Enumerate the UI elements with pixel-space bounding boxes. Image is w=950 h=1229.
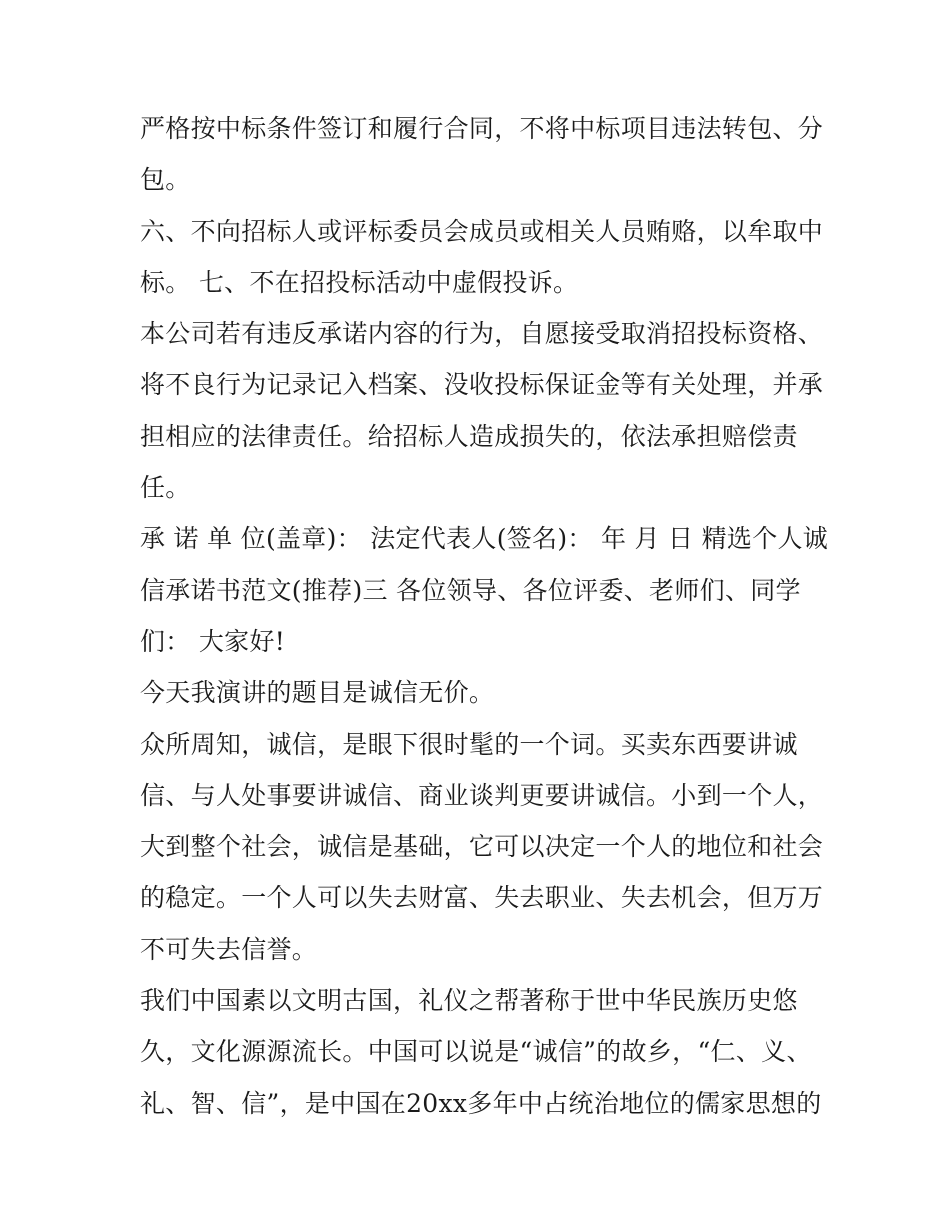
text-line: 六、不向招标人或评标委员会成员或相关人员贿赂，以牟取中 xyxy=(140,216,824,246)
body-text xyxy=(140,103,829,1129)
text-line: 本公司若有违反承诺内容的行为，自愿接受取消招投标资格、 xyxy=(140,319,824,349)
text-line: 众所周知，诚信，是眼下很时髦的一个词。买卖东西要讲诚 xyxy=(140,729,798,759)
text-line: 不可失去信誉。 xyxy=(140,934,318,964)
text-line: 任。 xyxy=(140,473,191,503)
text-line: 承 诺 单 位(盖章)： 法定代表人(签名)： 年 月 日 精选个人诚 xyxy=(140,524,829,554)
text-line: 的稳定。一个人可以失去财富、失去职业、失去机会，但万万 xyxy=(140,883,824,913)
text-line: 我们中国素以文明古国，礼仪之帮著称于世中华民族历史悠 xyxy=(140,986,798,1016)
text-line: 标。 七、不在招投标活动中虚假投诉。 xyxy=(140,267,579,297)
text-line: 信、与人处事要讲诚信、商业谈判更要讲诚信。小到一个人， xyxy=(140,780,824,810)
text-line: 信承诺书范文(推荐)三 各位领导、各位评委、老师们、同学 xyxy=(140,575,801,605)
text-line: 礼、智、信”，是中国在20xx多年中占统治地位的儒家思想的 xyxy=(140,1088,822,1118)
text-line: 担相应的法律责任。给招标人造成损失的，依法承担赔偿责 xyxy=(140,421,798,451)
text-line: 将不良行为记录记入档案、没收投标保证金等有关处理，并承 xyxy=(140,370,824,400)
text-line: 严格按中标条件签订和履行合同，不将中标项目违法转包、分 xyxy=(140,114,824,143)
text-line: 今天我演讲的题目是诚信无价。 xyxy=(140,678,495,708)
text-line: 久，文化源源流长。中国可以说是“诚信”的故乡，“仁、义、 xyxy=(140,1037,812,1067)
text-line: 包。 xyxy=(140,165,191,195)
text-line: 们： 大家好! xyxy=(140,626,286,656)
text-line: 大到整个社会，诚信是基础，它可以决定一个人的地位和社会 xyxy=(140,832,824,862)
